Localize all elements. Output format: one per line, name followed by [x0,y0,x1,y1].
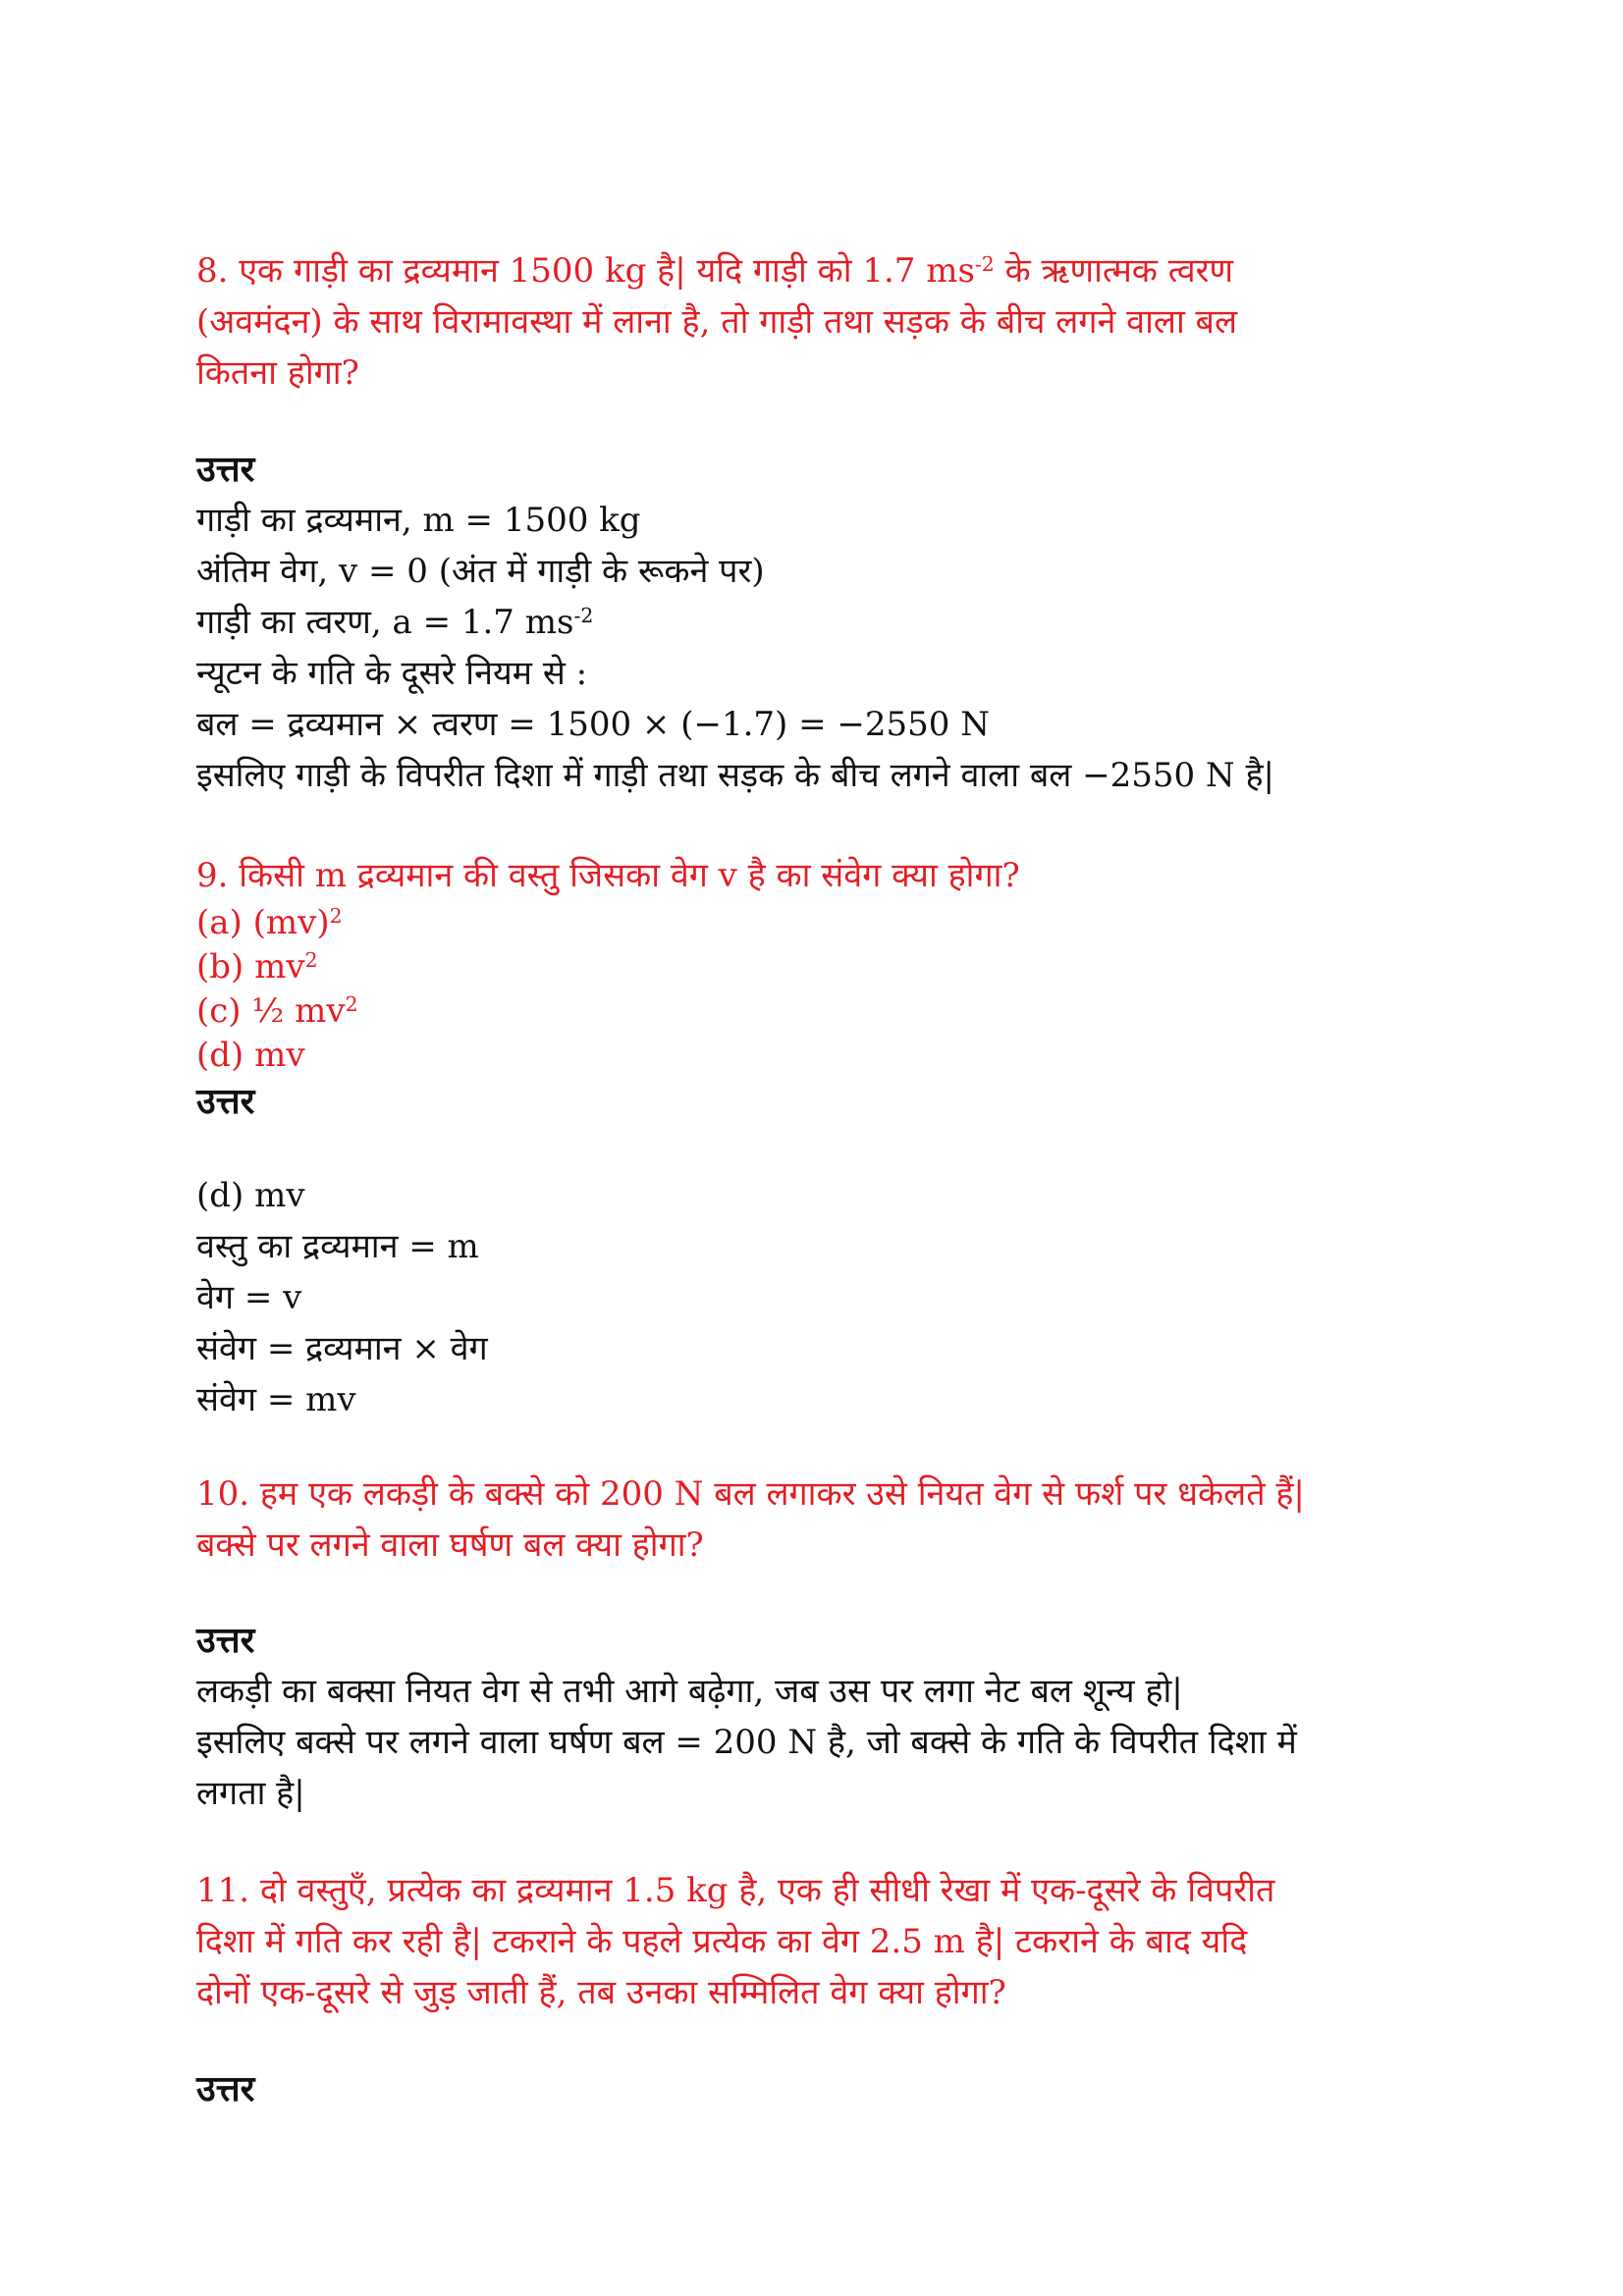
answer-8-line-1: गाड़ी का द्रव्यमान, m = 1500 kg [196,501,641,540]
answer-8-line-6: इसलिए गाड़ी के विपरीत दिशा में गाड़ी तथा सड़क के बीच लगने वाला बल −2550 N है| [196,756,1274,795]
answer-9-line-2: वस्तु का द्रव्यमान = m [196,1227,479,1266]
answer-10 [196,1615,1473,1819]
answer-9-line-4: संवेग = द्रव्यमान × वेग [196,1329,488,1368]
question-10-line-1: 10. हम एक लकड़ी के बक्से को 200 N बल लगाकर उसे नियत वेग से फर्श पर धकेलते हैं| [196,1474,1305,1514]
option-b [196,945,1473,989]
answer-heading: उत्तर [196,449,255,490]
answer-heading: उत्तर [196,2068,255,2109]
answer-8-line-3 [196,597,1473,648]
answer-9-line-3: वेग = v [196,1278,302,1317]
answer-10-line-2: इसलिए बक्से पर लगने वाला घर्षण बल = 200 N है, जो बक्से के गति के विपरीत दिशा में [196,1723,1297,1762]
answer-10-line-1: लकड़ी का बक्सा नियत वेग से तभी आगे बढ़ेगा, जब उस पर लगा नेट बल शून्य हो| [196,1672,1183,1711]
answer-8 [196,444,1473,801]
question-9-options [196,901,1473,1078]
answer-8-text: गाड़ी का त्वरण, a = 1.7 ms [196,603,574,642]
superscript: 2 [345,991,358,1016]
question-8-line-3: कितना होगा? [196,353,359,393]
answer-11 [196,2063,1473,2114]
question-8-text: 8. एक गाड़ी का द्रव्यमान 1500 kg है| यदि गाड़ी को 1.7 ms [196,251,975,291]
question-8-line-2: (अवमंदन) के साथ विरामावस्था में लाना है, तो गाड़ी तथा सड़क के बीच लगने वाला बल [196,302,1238,342]
option-b-text: (b) mv [196,947,305,987]
superscript: 2 [304,947,318,972]
option-d: (d) mv [196,1036,305,1075]
answer-10-line-3: लगता है| [196,1774,305,1813]
option-c-text: (c) ½ mv [196,991,346,1031]
question-11-line-2: दिशा में गति कर रही है| टकराने के पहले प्रत्येक का वेग 2.5 m है| टकराने के बाद यदि [196,1922,1248,1961]
answer-9-line-5: संवेग = mv [196,1380,356,1419]
question-9-line: 9. किसी m द्रव्यमान की वस्तु जिसका वेग v है का संवेग क्या होगा? [196,856,1020,895]
question-11-line-3: दोनों एक-दूसरे से जुड़ जाती हैं, तब उनका सम्मिलित वेग क्या होगा? [196,1973,1006,2012]
answer-heading: उत्तर [196,1620,255,1661]
question-10-line-2: बक्से पर लगने वाला घर्षण बल क्या होगा? [196,1525,704,1565]
question-9 [196,850,1473,901]
superscript: -2 [974,251,995,276]
question-10 [196,1468,1473,1571]
question-8-text: के ऋणात्मक त्वरण [994,251,1234,291]
question-8-line-1 [196,245,1473,296]
option-c [196,989,1473,1034]
question-8 [196,245,1473,399]
question-11-line-1: 11. दो वस्तुएँ, प्रत्येक का द्रव्यमान 1.5 kg है, एक ही सीधी रेखा में एक-दूसरे के विपरीत [196,1871,1275,1910]
answer-9 [196,1076,1473,1127]
answer-heading: उत्तर [196,1081,255,1122]
superscript: -2 [573,603,594,627]
superscript: 2 [329,903,343,928]
question-11 [196,1865,1473,2018]
answer-8-line-4: न्यूटन के गति के दूसरे नियम से : [196,654,588,693]
answer-8-line-2: अंतिम वेग, v = 0 (अंत में गाड़ी के रूकने पर) [196,552,765,591]
answer-9-line-1: (d) mv [196,1176,305,1215]
option-a [196,901,1473,945]
answer-8-line-5: बल = द्रव्यमान × त्वरण = 1500 × (−1.7) = −2550 N [196,705,990,744]
option-a-text: (a) (mv) [196,903,330,942]
answer-9-body [196,1170,1473,1425]
